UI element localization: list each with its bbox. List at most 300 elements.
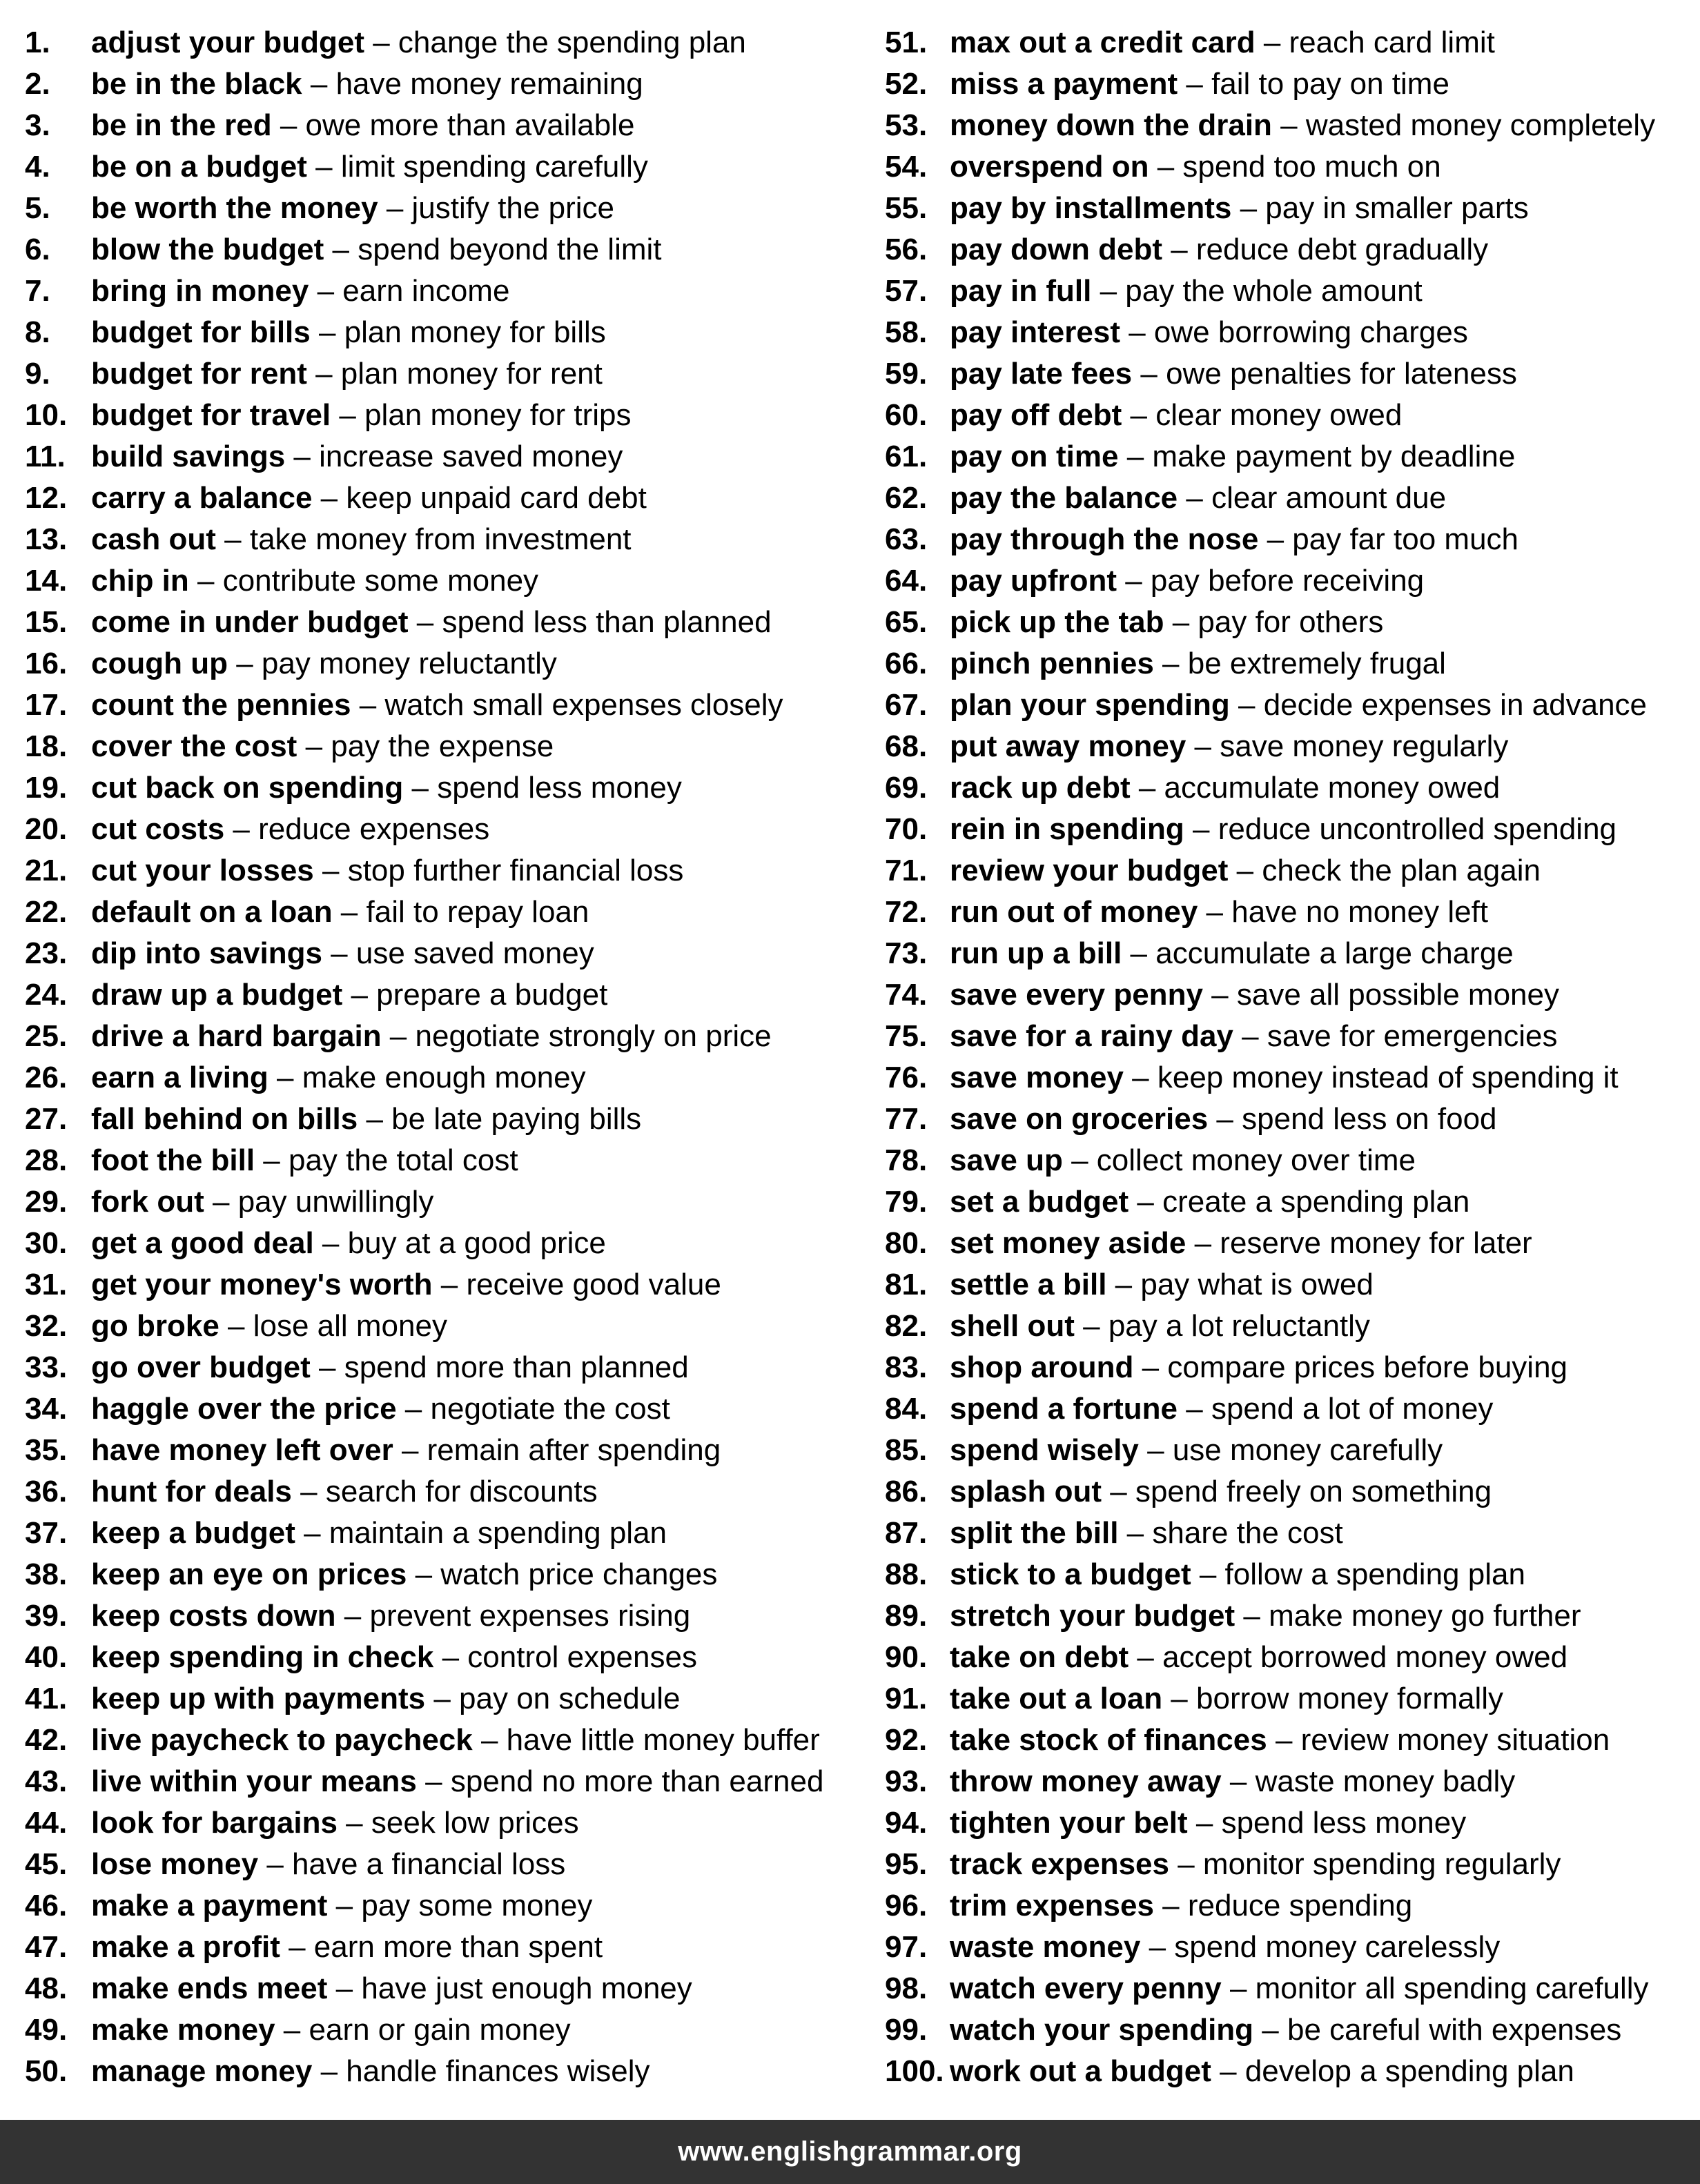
list-item <box>25 146 853 188</box>
phrase-definition: develop a spending plan <box>1244 2054 1574 2088</box>
phrase-definition: owe penalties for lateness <box>1166 357 1517 391</box>
phrase-definition: pay the total cost <box>288 1143 518 1177</box>
phrase-term: make money <box>91 2013 275 2047</box>
phrase-definition: accumulate money owed <box>1164 771 1501 805</box>
dash-separator: – <box>378 191 412 225</box>
phrase-definition: pay unwillingly <box>237 1185 434 1219</box>
dash-separator: – <box>306 150 341 184</box>
dash-separator: – <box>1228 854 1262 887</box>
phrase-term: stick to a budget <box>950 1557 1191 1591</box>
item-number: 9. <box>25 357 50 391</box>
dash-separator: – <box>433 1640 468 1674</box>
dash-separator: – <box>1153 1889 1188 1922</box>
list-item <box>885 1306 1686 1347</box>
phrase-term: put away money <box>950 729 1186 763</box>
dash-separator: – <box>1162 233 1196 266</box>
dash-separator: – <box>1191 1557 1225 1591</box>
phrase-term: go over budget <box>91 1350 311 1384</box>
item-number: 80. <box>885 1226 928 1260</box>
dash-separator: – <box>1102 1475 1135 1508</box>
list-item <box>885 1223 1686 1264</box>
item-number: 81. <box>885 1268 928 1301</box>
phrase-definition: have no money left <box>1231 895 1489 929</box>
dash-separator: – <box>1221 1764 1256 1798</box>
list-item <box>885 1761 1686 1802</box>
dash-separator: – <box>327 1889 362 1922</box>
item-number: 52. <box>885 67 928 101</box>
dash-separator: – <box>219 1309 253 1343</box>
phrase-definition: have just enough money <box>361 1971 692 2005</box>
phrase-definition: monitor spending regularly <box>1202 1847 1561 1881</box>
phrase-term: shell out <box>950 1309 1075 1343</box>
item-number: 32. <box>25 1309 68 1343</box>
phrase-definition: negotiate strongly on price <box>415 1019 772 1053</box>
footer-bar <box>0 2120 1700 2184</box>
phrase-definition: control expenses <box>467 1640 697 1674</box>
phrase-term: work out a budget <box>950 2054 1211 2088</box>
list-item <box>885 353 1686 395</box>
phrase-definition: search for discounts <box>325 1475 598 1508</box>
list-item <box>885 1595 1686 1637</box>
phrase-term: have money left over <box>91 1433 393 1467</box>
item-number: 50. <box>25 2054 68 2088</box>
phrase-definition: pay some money <box>361 1889 593 1922</box>
phrase-term: fork out <box>91 1185 204 1219</box>
item-number: 93. <box>885 1764 928 1798</box>
item-number: 47. <box>25 1930 68 1964</box>
phrase-term: get a good deal <box>91 1226 314 1260</box>
dash-separator: – <box>291 1475 326 1508</box>
dash-separator: – <box>1253 2013 1287 2047</box>
phrase-term: make a profit <box>91 1930 280 1964</box>
dash-separator: – <box>331 398 365 432</box>
list-item <box>25 436 853 478</box>
list-item <box>885 1802 1686 1844</box>
item-number: 5. <box>25 191 50 225</box>
phrase-definition: remain after spending <box>427 1433 721 1467</box>
phrase-term: pay off debt <box>950 398 1122 432</box>
dash-separator: – <box>425 1682 460 1715</box>
item-number: 56. <box>885 233 928 266</box>
item-number: 22. <box>25 895 68 929</box>
item-number: 59. <box>885 357 928 391</box>
dash-separator: – <box>1130 771 1164 805</box>
item-number: 29. <box>25 1185 68 1219</box>
phrase-term: settle a bill <box>950 1268 1107 1301</box>
dash-separator: – <box>1235 1599 1269 1633</box>
item-number: 100. <box>885 2054 944 2088</box>
phrase-definition: increase saved money <box>319 440 623 473</box>
list-item <box>885 850 1686 892</box>
item-number: 77. <box>885 1102 928 1136</box>
item-number: 20. <box>25 812 68 846</box>
dash-separator: – <box>204 1185 238 1219</box>
list-item <box>885 395 1686 436</box>
phrase-term: take out a loan <box>950 1682 1163 1715</box>
phrase-term: lose money <box>91 1847 259 1881</box>
list-item <box>885 809 1686 850</box>
dash-separator: – <box>215 522 250 556</box>
phrase-term: budget for travel <box>91 398 331 432</box>
phrase-definition: stop further financial loss <box>347 854 684 887</box>
dash-separator: – <box>1153 647 1188 680</box>
phrase-term: drive a hard bargain <box>91 1019 382 1053</box>
dash-separator: – <box>403 771 438 805</box>
dash-separator: – <box>1178 1392 1211 1426</box>
phrase-term: stretch your budget <box>950 1599 1235 1633</box>
phrase-definition: create a spending plan <box>1162 1185 1470 1219</box>
list-item <box>25 809 853 850</box>
phrase-term: come in under budget <box>91 605 409 639</box>
item-number: 19. <box>25 771 68 805</box>
phrase-definition: pay for others <box>1198 605 1384 639</box>
phrase-definition: clear amount due <box>1211 481 1447 515</box>
phrase-definition: make money go further <box>1269 1599 1581 1633</box>
list-item <box>25 1099 853 1140</box>
phrase-definition: compare prices before buying <box>1167 1350 1568 1384</box>
list-item <box>25 353 853 395</box>
list-item <box>885 726 1686 767</box>
list-item <box>25 974 853 1016</box>
item-number: 49. <box>25 2013 68 2047</box>
dash-separator: – <box>1129 1640 1163 1674</box>
item-number: 26. <box>25 1061 68 1094</box>
phrase-term: run up a bill <box>950 936 1122 970</box>
list-item <box>25 1347 853 1388</box>
dash-separator: – <box>188 564 223 598</box>
list-item <box>885 2051 1686 2092</box>
phrase-term: count the pennies <box>91 688 351 722</box>
phrase-definition: spend freely on something <box>1135 1475 1492 1508</box>
list-item <box>885 1181 1686 1223</box>
item-number: 91. <box>885 1682 928 1715</box>
phrase-term: cut costs <box>91 812 225 846</box>
list-item <box>885 1388 1686 1430</box>
item-number: 95. <box>885 1847 928 1881</box>
item-number: 71. <box>885 854 928 887</box>
phrase-term: pay down debt <box>950 233 1162 266</box>
phrase-definition: save all possible money <box>1236 978 1559 1012</box>
list-item <box>885 1885 1686 1927</box>
item-number: 34. <box>25 1392 68 1426</box>
dash-separator: – <box>1129 1185 1163 1219</box>
dash-separator: – <box>1118 1516 1153 1550</box>
item-number: 4. <box>25 150 50 184</box>
phrase-definition: fail to pay on time <box>1211 67 1449 101</box>
item-number: 42. <box>25 1723 68 1757</box>
dash-separator: – <box>1122 936 1156 970</box>
phrase-term: keep an eye on prices <box>91 1557 407 1591</box>
list-item <box>25 1306 853 1347</box>
item-number: 63. <box>885 522 928 556</box>
dash-separator: – <box>393 1433 427 1467</box>
phrase-term: pinch pennies <box>950 647 1154 680</box>
list-item <box>25 1802 853 1844</box>
list-item <box>25 1885 853 1927</box>
phrase-term: rack up debt <box>950 771 1131 805</box>
dash-separator: – <box>1231 191 1266 225</box>
phrase-term: keep costs down <box>91 1599 336 1633</box>
phrase-term: blow the budget <box>91 233 324 266</box>
phrase-term: review your budget <box>950 854 1229 887</box>
phrase-term: be worth the money <box>91 191 378 225</box>
footer-url: www.englishgrammar.org <box>678 2136 1022 2167</box>
phrase-definition: pay before receiving <box>1150 564 1425 598</box>
dash-separator: – <box>381 1019 416 1053</box>
phrase-definition: change the spending plan <box>398 26 746 59</box>
item-number: 62. <box>885 481 928 515</box>
list-item <box>25 2051 853 2092</box>
phrase-term: run out of money <box>950 895 1198 929</box>
list-item <box>25 1057 853 1099</box>
item-number: 89. <box>885 1599 928 1633</box>
phrase-term: save money <box>950 1061 1124 1094</box>
list-item <box>25 1761 853 1802</box>
phrase-definition: pay money reluctantly <box>261 647 557 680</box>
list-item <box>25 685 853 726</box>
item-number: 87. <box>885 1516 928 1550</box>
item-number: 65. <box>885 605 928 639</box>
dash-separator: – <box>1267 1723 1301 1757</box>
list-item <box>25 1678 853 1720</box>
phrase-term: spend a fortune <box>950 1392 1178 1426</box>
item-number: 73. <box>885 936 928 970</box>
phrase-definition: spend less money <box>1221 1806 1467 1840</box>
phrase-term: cut your losses <box>91 854 314 887</box>
item-number: 54. <box>885 150 928 184</box>
phrase-definition: spend less money <box>437 771 682 805</box>
phrase-definition: fail to repay loan <box>366 895 589 929</box>
phrase-definition: use money carefully <box>1172 1433 1443 1467</box>
phrase-term: save for a rainy day <box>950 1019 1233 1053</box>
dash-separator: – <box>327 1971 362 2005</box>
item-number: 33. <box>25 1350 68 1384</box>
phrase-term: get your money's worth <box>91 1268 433 1301</box>
dash-separator: – <box>312 2054 346 2088</box>
dash-separator: – <box>1211 2054 1245 2088</box>
phrase-term: take stock of finances <box>950 1723 1267 1757</box>
dash-separator: – <box>1202 978 1237 1012</box>
item-number: 30. <box>25 1226 68 1260</box>
list-item <box>25 63 853 105</box>
list-item <box>25 2009 853 2051</box>
item-number: 60. <box>885 398 928 432</box>
phrase-column-left <box>25 22 853 2092</box>
phrase-term: spend wisely <box>950 1433 1139 1467</box>
phrase-definition: maintain a spending plan <box>329 1516 667 1550</box>
item-number: 25. <box>25 1019 68 1053</box>
phrase-definition: prevent expenses rising <box>369 1599 691 1633</box>
phrase-term: earn a living <box>91 1061 268 1094</box>
item-number: 40. <box>25 1640 68 1674</box>
phrase-definition: waste money badly <box>1255 1764 1516 1798</box>
dash-separator: – <box>1116 564 1151 598</box>
item-number: 75. <box>885 1019 928 1053</box>
phrase-definition: spend beyond the limit <box>358 233 662 266</box>
phrase-term: shop around <box>950 1350 1134 1384</box>
list-item <box>25 1140 853 1181</box>
phrase-term: trim expenses <box>950 1889 1154 1922</box>
phrase-term: build savings <box>91 440 286 473</box>
phrase-term: pay by installments <box>950 191 1232 225</box>
list-item <box>885 270 1686 312</box>
phrase-term: budget for bills <box>91 315 311 349</box>
list-item <box>25 312 853 353</box>
item-number: 17. <box>25 688 68 722</box>
dash-separator: – <box>337 1806 371 1840</box>
phrase-term: cut back on spending <box>91 771 404 805</box>
item-number: 85. <box>885 1433 928 1467</box>
item-number: 98. <box>885 1971 928 2005</box>
dash-separator: – <box>1186 729 1220 763</box>
list-item <box>25 188 853 229</box>
list-item <box>885 1140 1686 1181</box>
phrase-term: miss a payment <box>950 67 1178 101</box>
dash-separator: – <box>285 440 320 473</box>
list-item <box>885 436 1686 478</box>
list-item <box>885 1016 1686 1057</box>
dash-separator: – <box>297 729 331 763</box>
list-item <box>885 1471 1686 1513</box>
dash-separator: – <box>271 108 306 142</box>
dash-separator: – <box>1184 812 1218 846</box>
phrase-term: take on debt <box>950 1640 1129 1674</box>
phrase-definition: monitor all spending carefully <box>1255 1971 1649 2005</box>
list-item <box>25 478 853 519</box>
item-number: 28. <box>25 1143 68 1177</box>
phrase-term: watch your spending <box>950 2013 1254 2047</box>
dash-separator: – <box>227 647 262 680</box>
phrase-term: pay upfront <box>950 564 1117 598</box>
phrase-definition: make enough money <box>302 1061 586 1094</box>
item-number: 18. <box>25 729 68 763</box>
dash-separator: – <box>1122 398 1156 432</box>
item-number: 67. <box>885 688 928 722</box>
list-item <box>885 560 1686 602</box>
phrase-term: be on a budget <box>91 150 307 184</box>
phrase-term: keep up with payments <box>91 1682 426 1715</box>
phrase-definition: handle finances wisely <box>346 2054 650 2088</box>
phrase-definition: pay the expense <box>331 729 554 763</box>
dash-separator: – <box>1258 522 1293 556</box>
phrase-column-right <box>885 22 1686 2092</box>
phrase-definition: pay the whole amount <box>1125 274 1423 308</box>
phrase-term: budget for rent <box>91 357 307 391</box>
phrase-definition: pay a lot reluctantly <box>1108 1309 1370 1343</box>
dash-separator: – <box>302 67 336 101</box>
item-number: 27. <box>25 1102 68 1136</box>
list-item <box>885 767 1686 809</box>
dash-separator: – <box>358 1102 392 1136</box>
item-number: 92. <box>885 1723 928 1757</box>
phrase-definition: justify the price <box>411 191 614 225</box>
phrase-term: pay interest <box>950 315 1120 349</box>
dash-separator: – <box>416 1764 451 1798</box>
phrase-definition: pay on schedule <box>459 1682 681 1715</box>
list-item <box>885 1968 1686 2009</box>
list-item <box>25 1844 853 1885</box>
item-number: 86. <box>885 1475 928 1508</box>
dash-separator: – <box>268 1061 302 1094</box>
item-number: 51. <box>885 26 928 59</box>
dash-separator: – <box>1164 605 1198 639</box>
item-number: 46. <box>25 1889 68 1922</box>
phrase-definition: reserve money for later <box>1220 1226 1532 1260</box>
list-item <box>25 519 853 560</box>
dash-separator: – <box>313 1226 348 1260</box>
dash-separator: – <box>408 605 442 639</box>
item-number: 64. <box>885 564 928 598</box>
phrase-term: splash out <box>950 1475 1102 1508</box>
dash-separator: – <box>1198 895 1232 929</box>
phrase-definition: check the plan again <box>1262 854 1541 887</box>
dash-separator: – <box>1229 688 1264 722</box>
dash-separator: – <box>322 936 356 970</box>
phrase-definition: make payment by deadline <box>1152 440 1516 473</box>
phrase-definition: seek low prices <box>371 1806 579 1840</box>
dash-separator: – <box>295 1516 329 1550</box>
item-number: 76. <box>885 1061 928 1094</box>
dash-separator: – <box>255 1143 289 1177</box>
item-number: 55. <box>885 191 928 225</box>
phrase-term: default on a loan <box>91 895 333 929</box>
list-item <box>25 1554 853 1595</box>
phrase-definition: decide expenses in advance <box>1263 688 1648 722</box>
phrase-definition: keep money instead of spending it <box>1157 1061 1619 1094</box>
phrase-term: dip into savings <box>91 936 322 970</box>
phrase-term: waste money <box>950 1930 1141 1964</box>
phrase-definition: have little money buffer <box>506 1723 820 1757</box>
phrase-term: pay on time <box>950 440 1119 473</box>
item-number: 16. <box>25 647 68 680</box>
phrase-definition: have money remaining <box>335 67 643 101</box>
phrase-definition: reduce debt gradually <box>1195 233 1489 266</box>
dash-separator: – <box>1062 1143 1097 1177</box>
phrase-definition: spend too much on <box>1182 150 1441 184</box>
item-number: 3. <box>25 108 50 142</box>
item-number: 48. <box>25 1971 68 2005</box>
phrase-definition: plan money for bills <box>344 315 606 349</box>
phrase-definition: owe borrowing charges <box>1153 315 1468 349</box>
list-item <box>25 560 853 602</box>
phrase-term: throw money away <box>950 1764 1222 1798</box>
phrase-term: be in the black <box>91 67 302 101</box>
item-number: 58. <box>885 315 928 349</box>
list-item <box>885 1513 1686 1554</box>
phrase-definition: limit spending carefully <box>340 150 648 184</box>
phrase-definition: pay in smaller parts <box>1265 191 1529 225</box>
list-item <box>885 63 1686 105</box>
dash-separator: – <box>1123 1061 1157 1094</box>
phrase-definition: wasted money completely <box>1305 108 1656 142</box>
dash-separator: – <box>309 274 343 308</box>
list-item <box>25 602 853 643</box>
item-number: 84. <box>885 1392 928 1426</box>
list-item <box>25 1181 853 1223</box>
phrase-term: track expenses <box>950 1847 1169 1881</box>
phrase-term: pay late fees <box>950 357 1133 391</box>
phrase-term: cough up <box>91 647 228 680</box>
phrase-term: watch every penny <box>950 1971 1222 2005</box>
phrase-definition: take money from investment <box>249 522 632 556</box>
dash-separator: – <box>1118 440 1153 473</box>
list-item <box>25 643 853 685</box>
list-item <box>885 1099 1686 1140</box>
list-item <box>25 1513 853 1554</box>
item-number: 23. <box>25 936 68 970</box>
dash-separator: – <box>1233 1019 1267 1053</box>
phrase-definition: spend money carelessly <box>1174 1930 1501 1964</box>
